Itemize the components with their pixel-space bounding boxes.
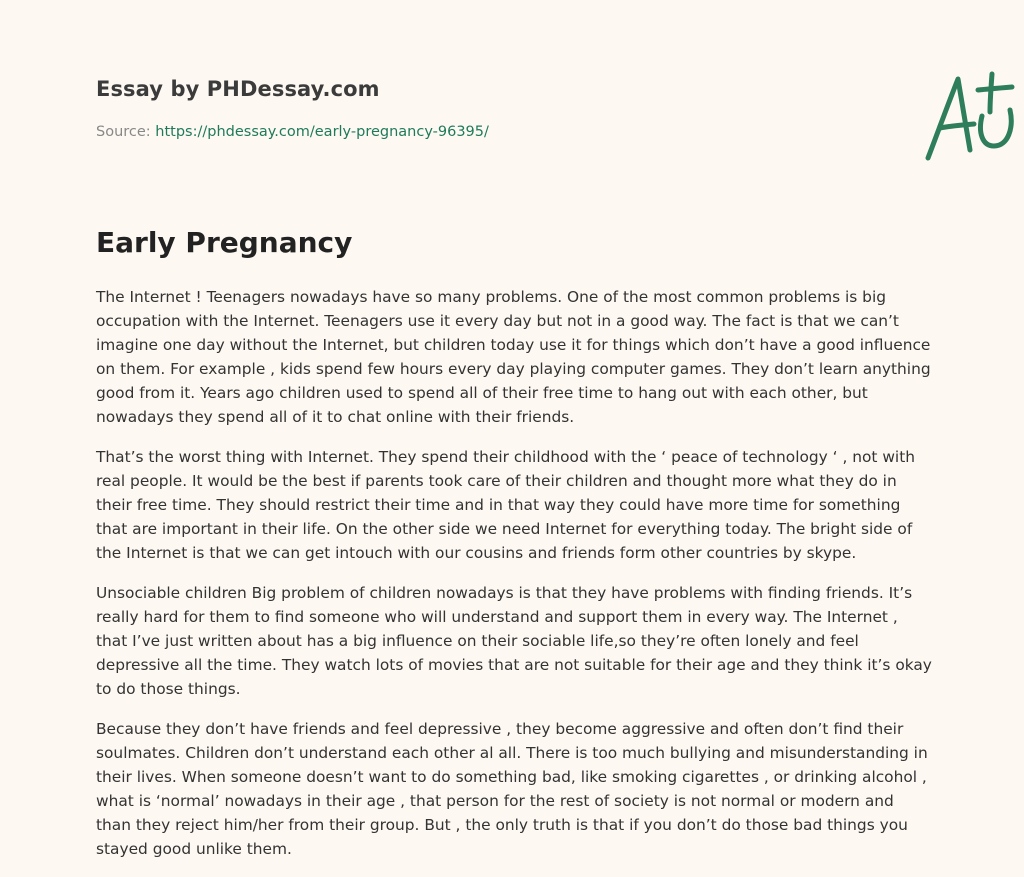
source-link[interactable]: https://phdessay.com/early-pregnancy-96395/ [155,124,489,140]
essay-paragraph: That’s the worst thing with Internet. They spend their childhood with the ‘ peace of technology ‘ , not with real people. It would be the best if parents took care of their children and thought more what they do in their free time. They should restrict their time and in that way they could have more time for something that are important in their life. On the other side we need Internet for everything today. The bright side of the Internet is that we can get intouch with our cousins and friends form other countries by skype. [96,448,915,562]
source-line [96,124,489,140]
essay-body [96,285,932,877]
essay-title: Early Pregnancy [96,226,353,259]
site-brand: Essay by PHDessay.com [96,77,380,101]
essay-paragraph: The Internet ! Teenagers nowadays have so many problems. One of the most common problems is big occupation with the Internet. Teenagers use it every day but not in a good way. The fact is that we can’t imagine one day without the Internet, but children today use it for things which don’t have a good influence on them. For example , kids spend few hours every day playing computer games. They don’t learn anything good from it. Years ago children used to spend all of their free time to hang out with each other, but nowadays they spend all of it to chat online with their friends. [96,288,931,426]
a-plus-grade-icon [916,66,1024,166]
source-label: Source: [96,124,151,140]
essay-paragraph: Because they don’t have friends and feel depressive , they become aggressive and often don’t find their soulmates. Children don’t understand each other al all. There is too much bullying and misunderstanding in their lives. When someone doesn’t want to do something bad, like smoking cigarettes , or drinking alcohol , what is ‘normal’ nowadays in their age , that person for the rest of society is not normal or modern and than they reject him/her from their group. But , the only truth is that if you don’t do those bad things you stayed good unlike them. [96,720,928,858]
essay-paragraph: Unsociable children Big problem of children nowadays is that they have problems with finding friends. It’s really hard for them to find someone who will understand and support them in every way. The Internet , that I’ve just written about has a big influence on their sociable life,so they’re often lonely and feel depressive all the time. They watch lots of movies that are not suitable for their age and they think it’s okay to do those things. [96,584,932,698]
